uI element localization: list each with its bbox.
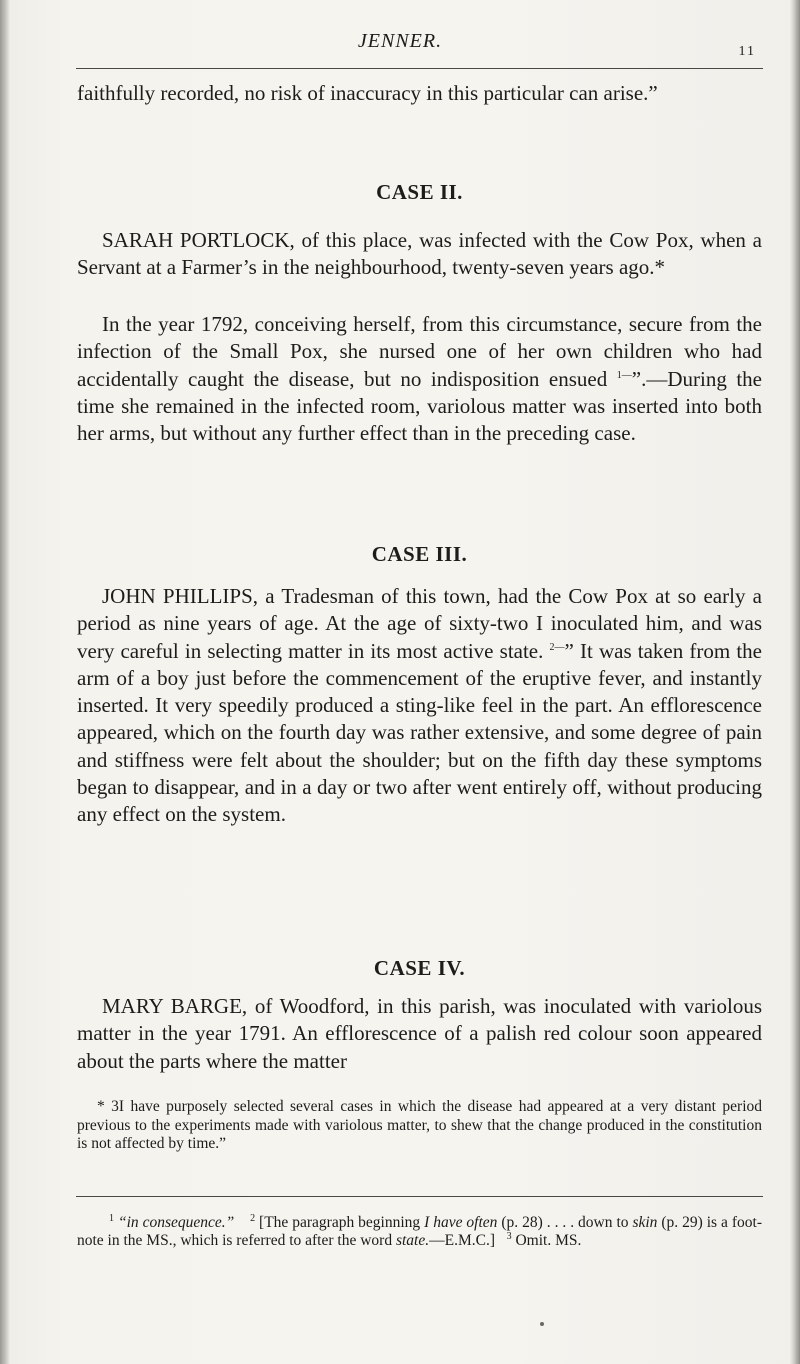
continuation-paragraph: faithfully recorded, no risk of inaccuracy in this particular can arise.” xyxy=(77,81,658,105)
case-2-paragraph-2-cont: ”.—During the time she remained in the infected room, variolous matter was inserted into both her arms, but without any further effect than in the preceding case. xyxy=(77,366,762,446)
editor-note-2-em2: skin xyxy=(632,1214,658,1231)
running-header xyxy=(0,30,800,60)
editor-note-1-num: 1 xyxy=(109,1212,114,1224)
note-ref-2: 2— xyxy=(549,641,565,653)
case-3-paragraph-1-cont: ” It was taken from the arm of a boy just before the commencement of the eruptive fever, and instantly inserted. It very speedily produced a sting-like feel in the part. An efflorescence appeared, which on the fourth day was rather extensive, and some degree of pain and stiffness were felt about the shoulder; but on the fifth day these symptoms began to disappear, and in a day or two after went entirely off, without producing any effect on the system. xyxy=(77,638,763,827)
running-title: JENNER. xyxy=(357,30,443,52)
page-edge-right xyxy=(790,0,800,1364)
case-3-paragraph-1 xyxy=(77,583,762,829)
footnote-rule xyxy=(76,1196,763,1197)
editor-note-2-em1: I have often xyxy=(424,1214,498,1231)
editor-note-1-text: “in consequence.” xyxy=(117,1214,235,1231)
case-2-heading: CASE II. xyxy=(376,180,463,204)
case-3-heading: CASE III. xyxy=(371,542,468,566)
header-rule xyxy=(76,68,763,69)
editor-notes xyxy=(77,1214,762,1249)
editor-note-3-text: Omit. MS. xyxy=(515,1231,582,1249)
page-edge-left xyxy=(0,0,10,1364)
editor-note-2-a: [The paragraph beginning xyxy=(259,1214,421,1231)
editor-note-2-b: (p. 28) . . . . down to xyxy=(501,1214,629,1231)
case-2-paragraph-1: SARAH PORTLOCK, of this place, was infected with the Cow Pox, when a Servant at a Farmer’s in the neighbourhood, twenty-seven years ago.* xyxy=(77,228,762,280)
footnote-marker: * 3 xyxy=(97,1098,119,1115)
author-footnote xyxy=(77,1098,762,1154)
case-3-paragraph-1-text: JOHN PHILLIPS, a Tradesman of this town, had the Cow Pox at so early a period as nine years of age. At the age of sixty-two I inoculated him, and was very careful in selecting matter in its most active state. xyxy=(77,584,762,663)
case-2-paragraph-2-text: In the year 1792, conceiving herself, from this circumstance, secure from the infection of the Small Pox, she nursed one of her own children who had accidentally caught the disease, but no indisposition ensued xyxy=(77,312,762,391)
editor-note-3-num: 3 xyxy=(506,1230,512,1242)
case-4-paragraph-1: MARY BARGE, of Woodford, in this parish, was inoculated with variolous matter in the year 1791. An efflorescence of a palish red colour soon appeared about the parts where the matter xyxy=(77,994,762,1073)
case-2-paragraph-2 xyxy=(77,311,762,447)
editor-note-2-num: 2 xyxy=(250,1212,256,1224)
ink-speck xyxy=(540,1322,544,1326)
editor-note-2-d: —E.M.C.] xyxy=(429,1231,495,1249)
editor-note-2-c: (p. 29) is a foot-note in the MS., which is referred to after the word xyxy=(77,1214,762,1249)
note-ref-1: 1— xyxy=(616,369,632,381)
case-4-heading: CASE IV. xyxy=(373,956,466,980)
page-number: 11 xyxy=(738,44,756,59)
footnote-text: I have purposely selected several cases in which the disease had appeared at a very distant period previous to the experiments made with variolous matter, to shew that the change produced in the constitution is not affected by time.” xyxy=(77,1098,762,1152)
editor-note-2-em3: state. xyxy=(395,1231,430,1249)
